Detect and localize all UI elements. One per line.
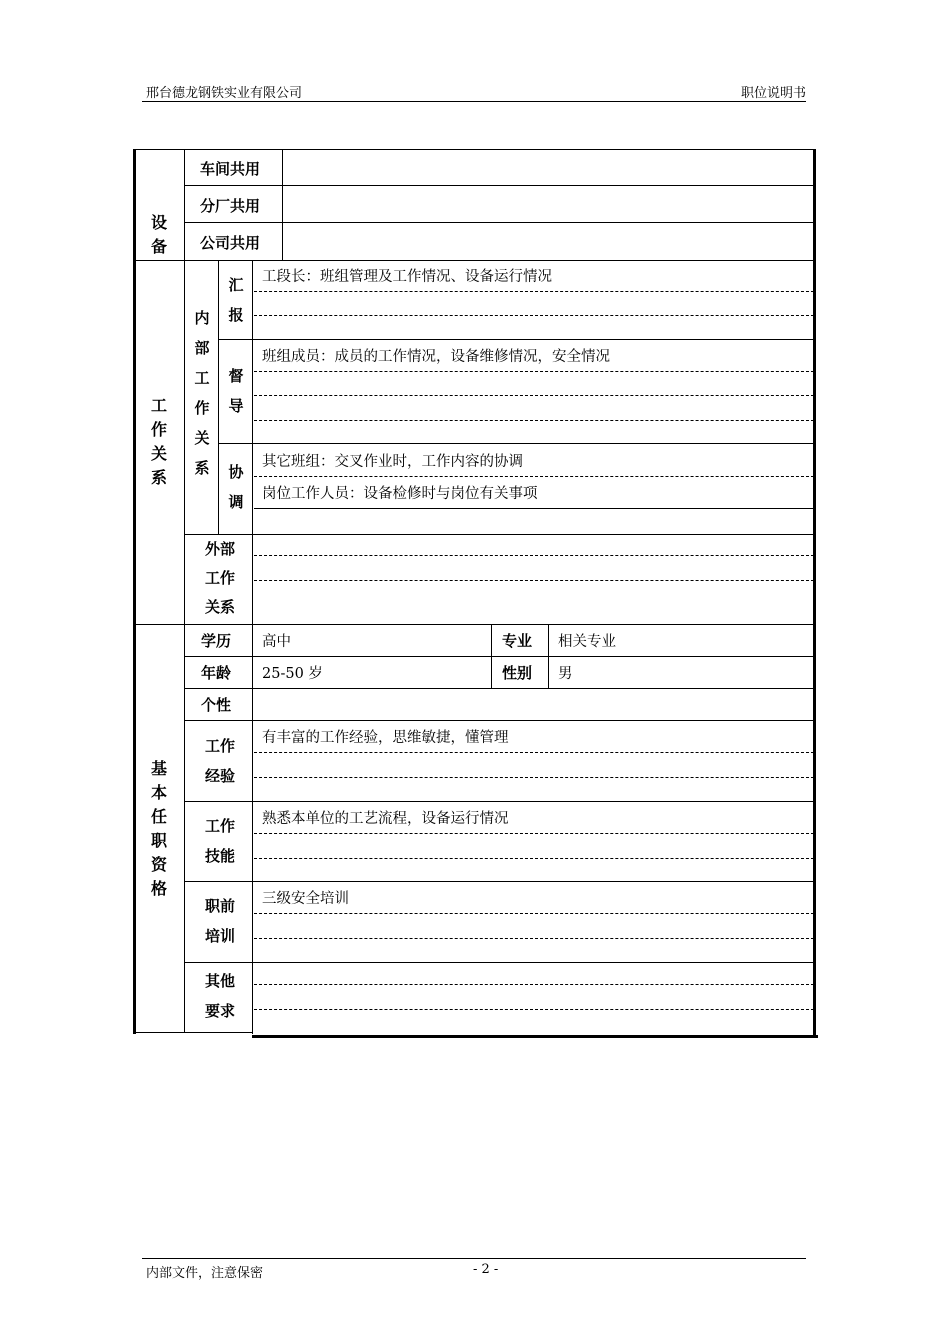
gender-label: 性别 <box>502 664 533 682</box>
major-value: 相关专业 <box>558 634 616 650</box>
external-relations-label: 外部工作关系 <box>204 540 235 616</box>
row-line <box>184 962 814 963</box>
row-line <box>218 443 814 444</box>
dashed-line <box>254 371 814 372</box>
row-line <box>218 339 814 340</box>
dashed-line <box>254 555 814 556</box>
dashed-line <box>254 777 814 778</box>
training-label: 职前培训 <box>204 897 235 945</box>
supervise-text: 班组成员：成员的工作情况，设备维修情况，安全情况 <box>262 349 610 365</box>
skills-label: 工作技能 <box>204 817 235 865</box>
dashed-line <box>254 420 814 421</box>
age-label: 年龄 <box>201 664 232 682</box>
coordinate-text-2: 岗位工作人员：设备检修时与岗位有关事项 <box>262 486 538 502</box>
age-value: 25-50 岁 <box>262 666 323 682</box>
confidential-note: 内部文件，注意保密 <box>146 1266 264 1281</box>
dashed-line <box>254 315 814 316</box>
education-value: 高中 <box>262 634 291 650</box>
row-line <box>184 801 814 802</box>
dashed-line <box>254 984 814 985</box>
row-line <box>184 222 814 223</box>
major-label: 专业 <box>502 632 533 650</box>
page-number: - 2 - <box>473 1262 499 1277</box>
section-line <box>133 260 815 261</box>
col-divider-2 <box>252 260 253 1034</box>
footer-rule <box>142 1258 806 1259</box>
work-relations-section-label: 工作关系 <box>150 396 167 487</box>
skills-value: 熟悉本单位的工艺流程，设备运行情况 <box>262 811 509 827</box>
dashed-line <box>254 858 814 859</box>
equip-workshop-label: 车间共用 <box>200 160 261 178</box>
internal-relations-label: 内部工作关系 <box>194 309 210 477</box>
dashed-line <box>254 476 814 477</box>
row-line <box>184 185 814 186</box>
col-divider-internal <box>218 260 219 534</box>
dashed-line <box>254 1009 814 1010</box>
equipment-section-label: 设备 <box>150 213 167 256</box>
company-name: 邢台德龙钢铁实业有限公司 <box>146 86 303 101</box>
dashed-line <box>254 938 814 939</box>
table-top-border <box>133 149 815 150</box>
equip-branch-label: 分厂共用 <box>200 197 261 215</box>
other-requirements-label: 其他要求 <box>204 972 235 1020</box>
coordinate-text-1: 其它班组：交叉作业时，工作内容的协调 <box>262 454 523 470</box>
row-line <box>184 534 814 535</box>
training-value: 三级安全培训 <box>262 891 349 907</box>
dashed-line <box>254 580 814 581</box>
dashed-line <box>254 913 814 914</box>
row-line <box>184 656 814 657</box>
coordinate-label: 协调 <box>228 463 244 511</box>
supervise-label: 督导 <box>228 367 244 415</box>
personality-label: 个性 <box>201 696 232 714</box>
row-line <box>184 688 814 689</box>
education-label: 学历 <box>201 632 232 650</box>
table-bottom-left-border <box>133 1032 253 1033</box>
report-label: 汇报 <box>228 276 244 324</box>
dashed-line <box>254 833 814 834</box>
table-bottom-border <box>252 1035 818 1038</box>
col-divider-1 <box>184 149 185 1033</box>
row-line <box>184 720 814 721</box>
qualifications-section-label: 基本任职资格 <box>150 759 167 898</box>
dashed-line <box>254 291 814 292</box>
experience-value: 有丰富的工作经验，思维敏捷，懂管理 <box>262 730 509 746</box>
dashed-line <box>254 752 814 753</box>
col-divider-equip <box>282 149 283 260</box>
table-right-border <box>813 149 816 1038</box>
gender-value: 男 <box>558 666 573 682</box>
section-line <box>133 624 815 625</box>
report-text: 工段长：班组管理及工作情况、设备运行情况 <box>262 269 552 285</box>
row-line <box>184 881 814 882</box>
experience-label: 工作经验 <box>204 737 235 785</box>
dashed-line <box>254 395 814 396</box>
table-left-border <box>133 149 136 1034</box>
row-line <box>254 508 814 509</box>
document-title: 职位说明书 <box>740 86 806 101</box>
equip-company-label: 公司共用 <box>200 234 261 252</box>
